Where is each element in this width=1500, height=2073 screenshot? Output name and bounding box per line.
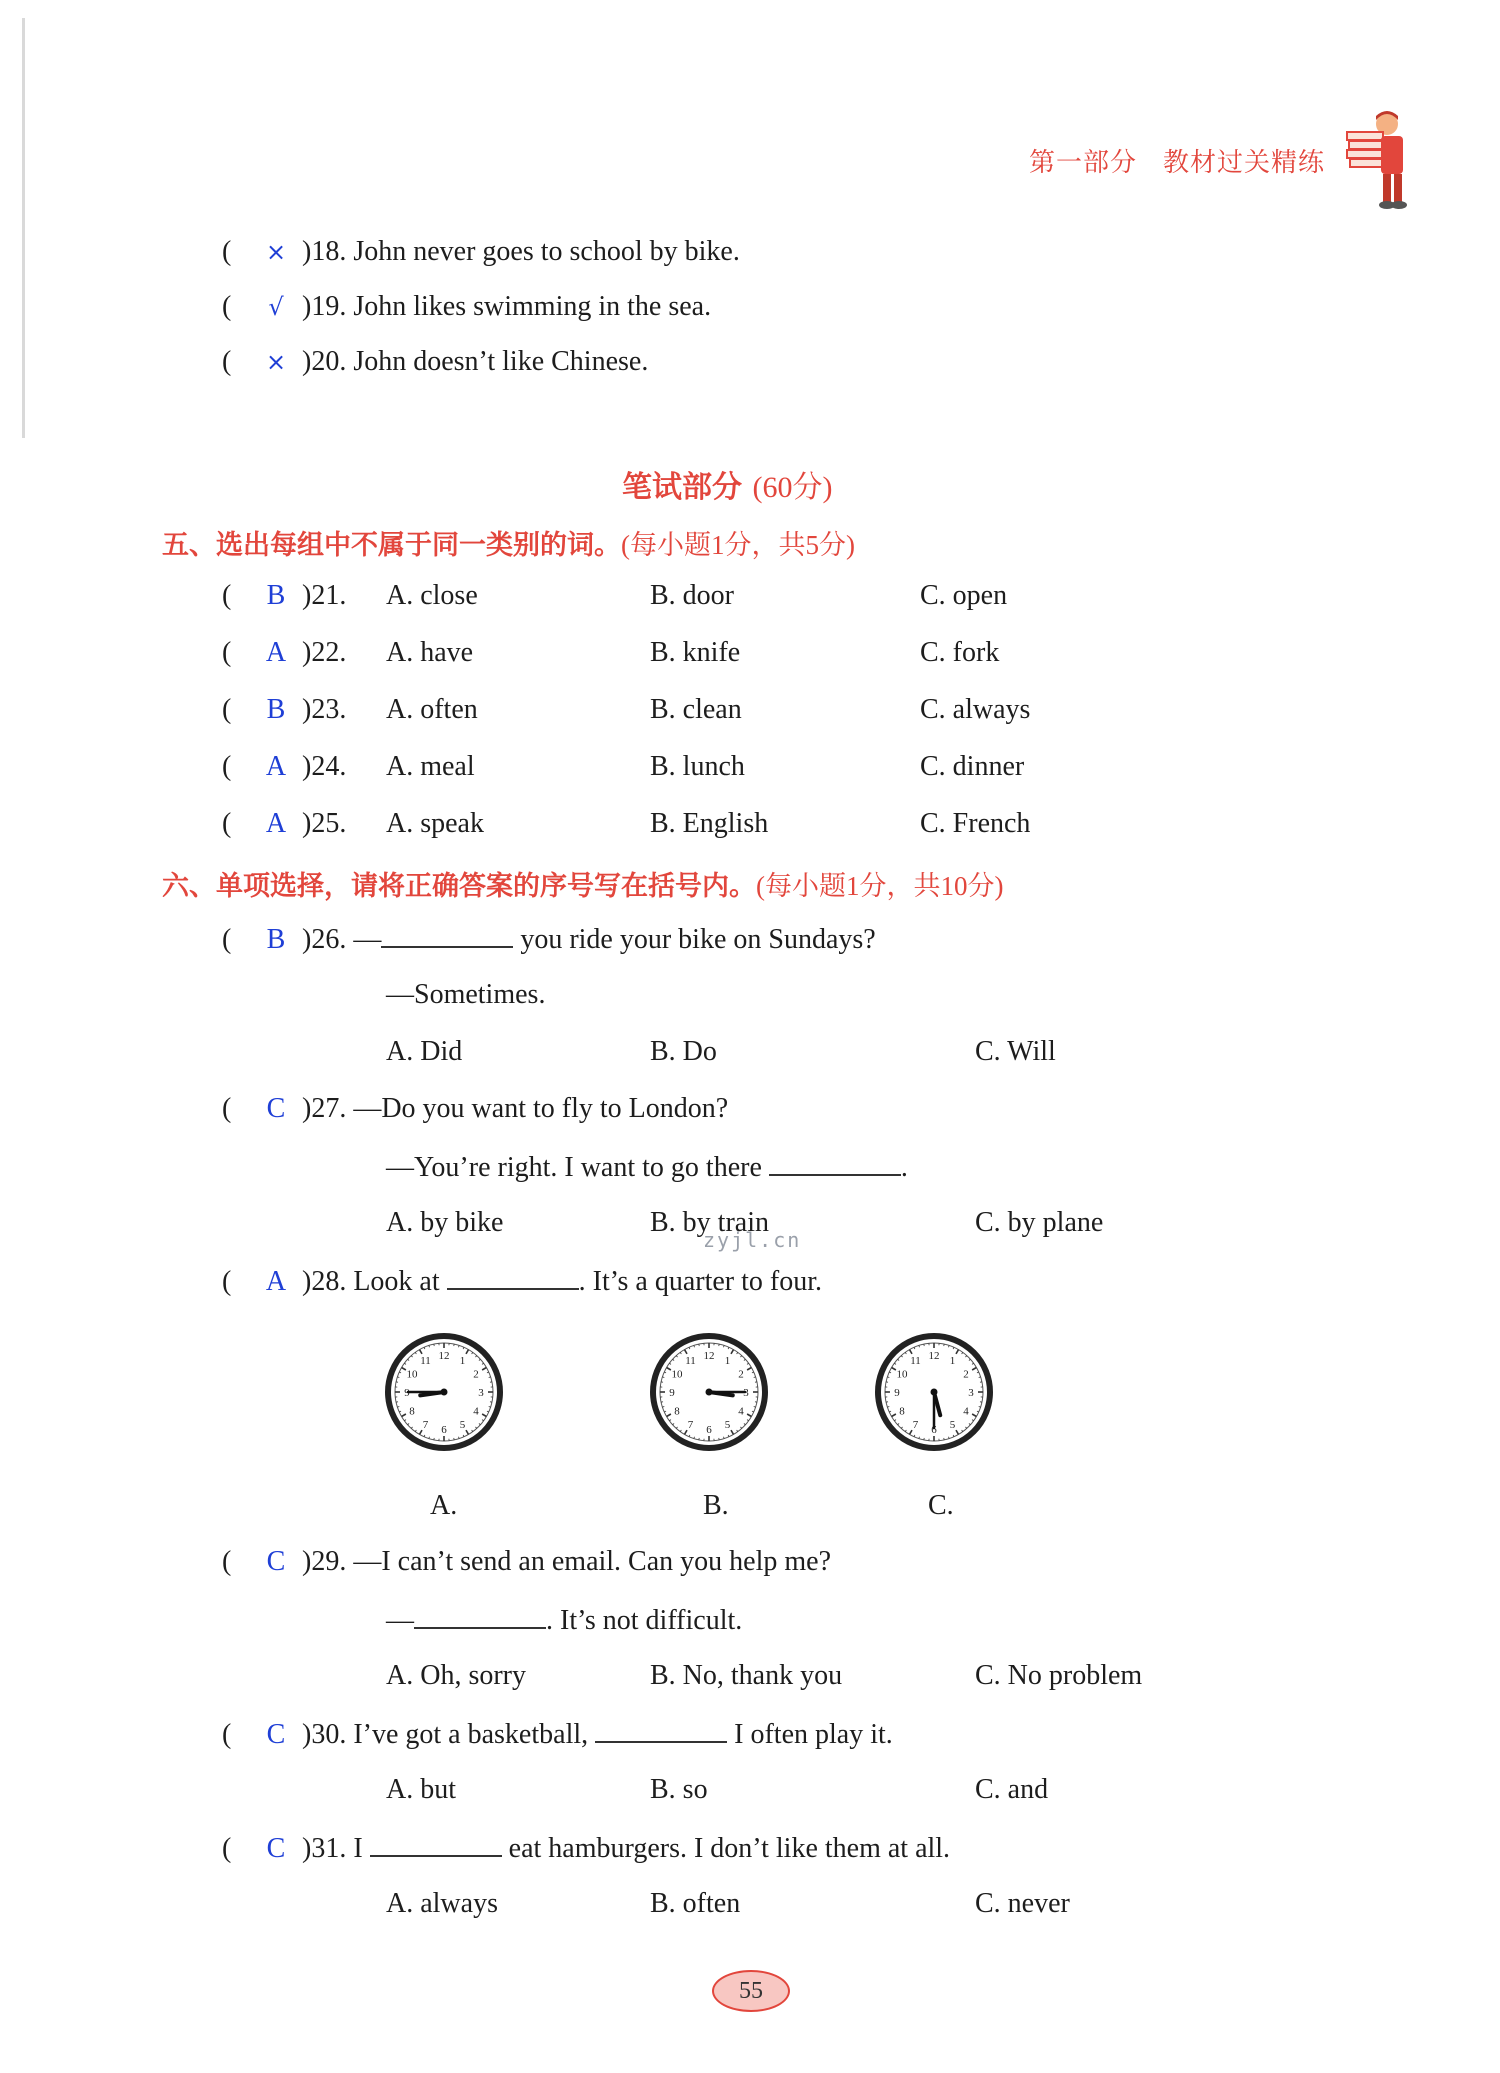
tf-item-18: ( × )18. John never goes to school by bike. [222, 236, 740, 267]
option-a: A. Did [386, 1036, 463, 1067]
option-b: B. by train [650, 1207, 769, 1238]
clock-label-b: B. [703, 1490, 729, 1521]
clock-icon-c [874, 1332, 994, 1452]
option-b: B. Do [650, 1036, 717, 1067]
clock-numeral: 5 [459, 1419, 466, 1432]
header-part: 第一部分 [1028, 148, 1137, 178]
option-c: C. No problem [975, 1660, 1143, 1691]
option-c: C. dinner [920, 751, 1025, 782]
answer-mark: B [266, 694, 286, 725]
option-a: A. Oh, sorry [386, 1660, 526, 1691]
clock-numeral: 7 [912, 1419, 919, 1432]
option-a: A. often [386, 694, 478, 725]
clock-numeral: 3 [478, 1387, 484, 1399]
option-a: A. meal [386, 751, 475, 782]
clock-numeral: 5 [949, 1419, 956, 1432]
answer-blank [370, 1831, 502, 1857]
clock-numeral: 8 [674, 1405, 680, 1418]
clock-center [706, 1389, 713, 1396]
answer-blank [414, 1603, 546, 1629]
clock-numeral: 11 [910, 1354, 921, 1367]
option-b: B. clean [650, 694, 742, 725]
option-a: A. but [386, 1774, 456, 1805]
option-b: B. door [650, 580, 734, 611]
clock-label-c: C. [928, 1490, 954, 1521]
option-c: C. never [975, 1888, 1070, 1919]
item-text: John never goes to school by bike. [353, 236, 740, 267]
clock-numeral: 3 [968, 1387, 974, 1399]
section5-title: 五、选出每组中不属于同一类别的词。(每小题1分，共5分) [162, 530, 855, 561]
answer-mark: C [266, 1546, 286, 1577]
option-b: B. often [650, 1888, 741, 1919]
clock-numeral: 12 [928, 1350, 940, 1362]
answer-mark: B [266, 580, 286, 611]
binding-line [22, 18, 25, 438]
option-a: A. always [386, 1888, 498, 1919]
answer-mark: B [266, 924, 286, 955]
reply-text: —Sometimes. [386, 979, 546, 1010]
clock-numeral: 4 [738, 1405, 744, 1418]
tf-item-20: ( × )20. John doesn’t like Chinese. [222, 346, 649, 377]
clock-center [441, 1389, 448, 1396]
option-a: A. have [386, 637, 474, 668]
clock-numeral: 2 [963, 1368, 969, 1381]
clock-numeral: 11 [685, 1354, 696, 1367]
clock-numeral: 6 [706, 1424, 712, 1436]
header-title: 教材过关精练 [1162, 148, 1325, 178]
item-text: John doesn’t like Chinese. [353, 346, 649, 377]
written-section-title: 笔试部分 (60分) [622, 470, 833, 505]
answer-mark: C [266, 1833, 286, 1864]
page-header [1003, 142, 1325, 179]
question-line: — . It’s not difficult. [386, 1605, 743, 1636]
clock-numeral: 4 [963, 1405, 969, 1418]
clock-numeral: 1 [724, 1354, 731, 1367]
answer-mark: A [265, 808, 287, 839]
item-text: John likes swimming in the sea. [353, 291, 712, 322]
option-b: B. lunch [650, 751, 745, 782]
option-a: A. close [386, 580, 478, 611]
option-a: A. speak [386, 808, 484, 839]
clock-numeral: 12 [703, 1350, 715, 1362]
clock-numeral: 4 [473, 1405, 479, 1418]
option-c: C. Will [975, 1036, 1056, 1067]
watermark-text: zyjl.cn [703, 1228, 802, 1252]
reading-boy-icon [1345, 110, 1413, 210]
answer-mark: A [265, 1266, 287, 1297]
clock-numeral: 6 [441, 1424, 447, 1436]
answer-blank [595, 1717, 727, 1743]
option-a: A. by bike [386, 1207, 504, 1238]
answer-mark: C [266, 1093, 286, 1124]
answer-mark: × [265, 238, 287, 266]
clock-numeral: 8 [899, 1405, 905, 1418]
clock-numeral: 3 [743, 1387, 749, 1399]
answer-mark: √ [268, 293, 284, 321]
option-c: C. and [975, 1774, 1049, 1805]
clock-numeral: 9 [669, 1387, 675, 1399]
answer-mark: C [266, 1719, 286, 1750]
clock-numeral: 12 [438, 1350, 450, 1362]
answer-mark: × [265, 348, 287, 376]
option-c: C. always [920, 694, 1031, 725]
tf-item-19: ( √ )19. John likes swimming in the sea. [222, 291, 712, 322]
option-c: C. by plane [975, 1207, 1104, 1238]
section6-title: 六、单项选择，请将正确答案的序号写在括号内。(每小题1分，共10分) [162, 871, 1004, 902]
option-b: B. so [650, 1774, 708, 1805]
clock-center [931, 1389, 938, 1396]
option-b: B. No, thank you [650, 1660, 843, 1691]
clock-numeral: 1 [459, 1354, 466, 1367]
clock-numeral: 7 [687, 1419, 694, 1432]
clock-icon-b [649, 1332, 769, 1452]
question-line: —You’re right. I want to go there . [386, 1152, 908, 1183]
page-number: 55 [712, 1970, 790, 2012]
option-c: C. fork [920, 637, 1000, 668]
option-b: B. knife [650, 637, 741, 668]
clock-numeral: 7 [422, 1419, 429, 1432]
clock-numeral: 11 [420, 1354, 431, 1367]
option-c: C. French [920, 808, 1031, 839]
clock-numeral: 5 [724, 1419, 731, 1432]
clock-icon-a [384, 1332, 504, 1452]
option-c: C. open [920, 580, 1008, 611]
answer-blank [447, 1264, 579, 1290]
answer-blank [381, 922, 513, 948]
clock-numeral: 2 [738, 1368, 744, 1381]
clock-numeral: 10 [671, 1368, 683, 1381]
clock-numeral: 10 [406, 1368, 418, 1381]
option-b: B. English [650, 808, 769, 839]
answer-blank [769, 1150, 901, 1176]
clock-numeral: 8 [409, 1405, 415, 1418]
clock-numeral: 6 [931, 1424, 937, 1436]
clock-numeral: 9 [894, 1387, 900, 1399]
clock-numeral: 1 [949, 1354, 956, 1367]
answer-mark: A [265, 637, 287, 668]
clock-numeral: 9 [404, 1387, 410, 1399]
answer-mark: A [265, 751, 287, 782]
clock-label-a: A. [430, 1490, 458, 1521]
clock-numeral: 10 [896, 1368, 908, 1381]
clock-numeral: 2 [473, 1368, 479, 1381]
